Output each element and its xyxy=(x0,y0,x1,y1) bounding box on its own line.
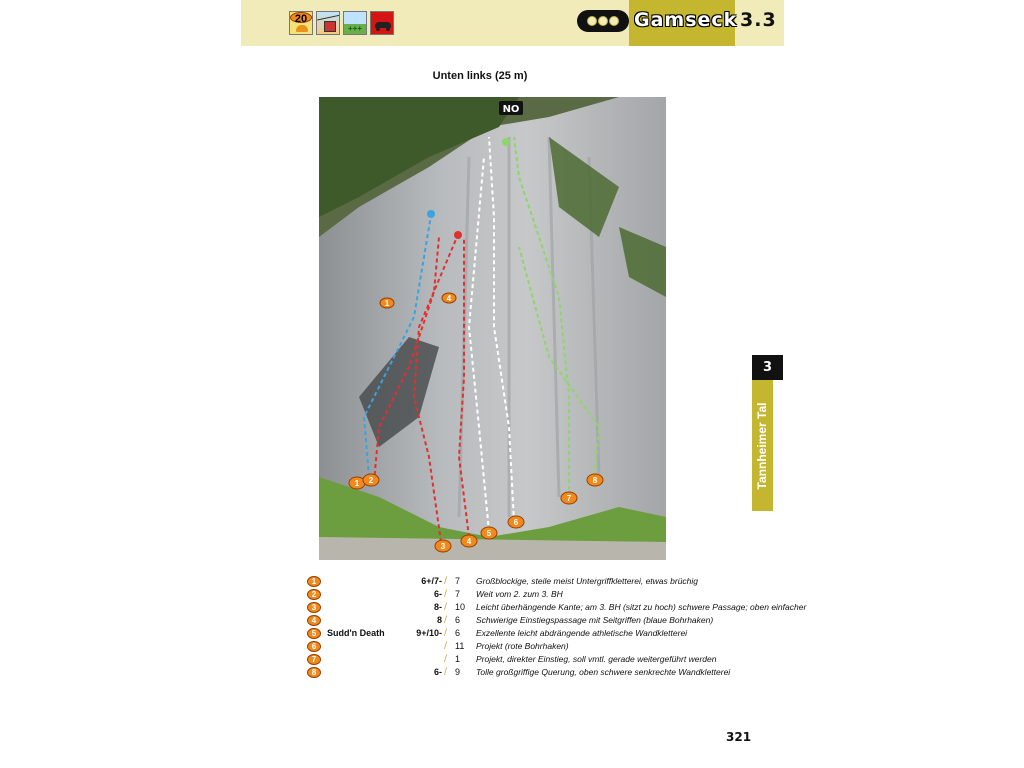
route-description: Leicht überhängende Kante; am 3. BH (sitzt zu hoch) schwere Passage; oben einfacher xyxy=(476,602,807,612)
route-row-1 xyxy=(307,576,767,589)
section-number: 3.3 xyxy=(740,9,777,31)
route-name: Sudd'n Death xyxy=(327,628,385,638)
route-number: 1 xyxy=(307,576,321,587)
quickdraw-icon: ∕ xyxy=(444,615,448,625)
meadow-label: +++ xyxy=(348,24,363,33)
car-icon xyxy=(370,11,394,35)
route-description: Schwierige Einstiegspassage mit Seitgriffen (blaue Bohrhaken) xyxy=(476,615,714,625)
route-bolts: 10 xyxy=(455,602,466,612)
chapter-number: 3 xyxy=(752,355,783,380)
sun-hours-label: 20 xyxy=(290,12,312,23)
route-bolts: 11 xyxy=(455,641,465,651)
page-header xyxy=(241,0,784,46)
topo-subtitle: Unten links (25 m) xyxy=(432,70,528,82)
route-number: 3 xyxy=(307,602,321,613)
route-grade: 6- xyxy=(433,667,442,677)
route-description: Großblockige, steile meist Untergriffkletterei, etwas brüchig xyxy=(476,576,699,586)
page-title: Gamseck xyxy=(634,9,738,31)
route-bolts: 9 xyxy=(455,667,461,677)
route-number: 8 xyxy=(307,667,321,678)
route-number: 6 xyxy=(307,641,321,652)
svg-text:1: 1 xyxy=(384,299,390,308)
route-number: 2 xyxy=(307,589,321,600)
meadow-icon xyxy=(343,11,367,35)
route-row-7 xyxy=(307,654,767,667)
route-bolts: 6 xyxy=(455,628,461,638)
route-number: 7 xyxy=(307,654,321,665)
route-row-3 xyxy=(307,602,807,615)
route-bolts: 7 xyxy=(455,589,461,599)
svg-text:5: 5 xyxy=(486,529,492,538)
route-description: Tolle großgriffige Querung, oben schwere senkrechte Wandkletterei xyxy=(476,667,731,677)
route-grade: 9+/10- xyxy=(416,628,442,638)
title-box xyxy=(629,0,738,46)
route-bolts: 6 xyxy=(455,615,461,625)
route-row-5 xyxy=(307,628,767,641)
route-grade: 6+/7- xyxy=(421,576,442,586)
route-row-4 xyxy=(307,615,767,628)
route-bolts: 1 xyxy=(455,654,461,664)
route-row-2 xyxy=(307,589,767,602)
svg-text:1: 1 xyxy=(354,479,360,488)
difficulty-stars-icon xyxy=(577,10,629,32)
route-number: 4 xyxy=(307,615,321,626)
route-grade: 6- xyxy=(433,589,442,599)
svg-text:2: 2 xyxy=(368,476,374,485)
sun-exposure-icon xyxy=(289,11,313,35)
quickdraw-icon: ∕ xyxy=(444,576,448,586)
route-row-6 xyxy=(307,641,767,654)
svg-text:6: 6 xyxy=(513,518,519,527)
route-number: 5 xyxy=(307,628,321,639)
svg-text:3: 3 xyxy=(440,542,446,551)
info-icons xyxy=(289,11,394,35)
route-grade: 8- xyxy=(433,602,442,612)
quickdraw-icon: ∕ xyxy=(444,628,448,638)
quickdraw-icon: ∕ xyxy=(444,654,448,664)
svg-text:8: 8 xyxy=(592,476,598,485)
route-description: Projekt (rote Bohrhaken) xyxy=(476,641,569,651)
svg-text:4: 4 xyxy=(446,294,452,303)
route-grade: 8 xyxy=(436,615,442,625)
orientation-label: NO xyxy=(502,104,520,115)
quickdraw-icon: ∕ xyxy=(444,589,448,599)
route-bolts: 7 xyxy=(455,576,461,586)
quickdraw-icon: ∕ xyxy=(444,602,448,612)
page-number: 321 xyxy=(726,730,752,744)
cable-car-icon xyxy=(316,11,340,35)
quickdraw-icon: ∕ xyxy=(444,641,448,651)
crag-photo xyxy=(319,97,666,560)
route-description: Exzellente leicht abdrängende athletische Wandkletterei xyxy=(476,628,688,638)
chapter-label: Tannheimer Tal xyxy=(755,402,769,490)
route-description: Projekt, direkter Einstieg, soll vmtl. gerade weitergeführt werden xyxy=(476,654,717,664)
route-row-8 xyxy=(307,667,767,680)
route-description: Weit vom 2. zum 3. BH xyxy=(476,589,563,599)
quickdraw-icon: ∕ xyxy=(444,667,448,677)
svg-text:7: 7 xyxy=(566,494,572,503)
svg-text:4: 4 xyxy=(466,537,472,546)
